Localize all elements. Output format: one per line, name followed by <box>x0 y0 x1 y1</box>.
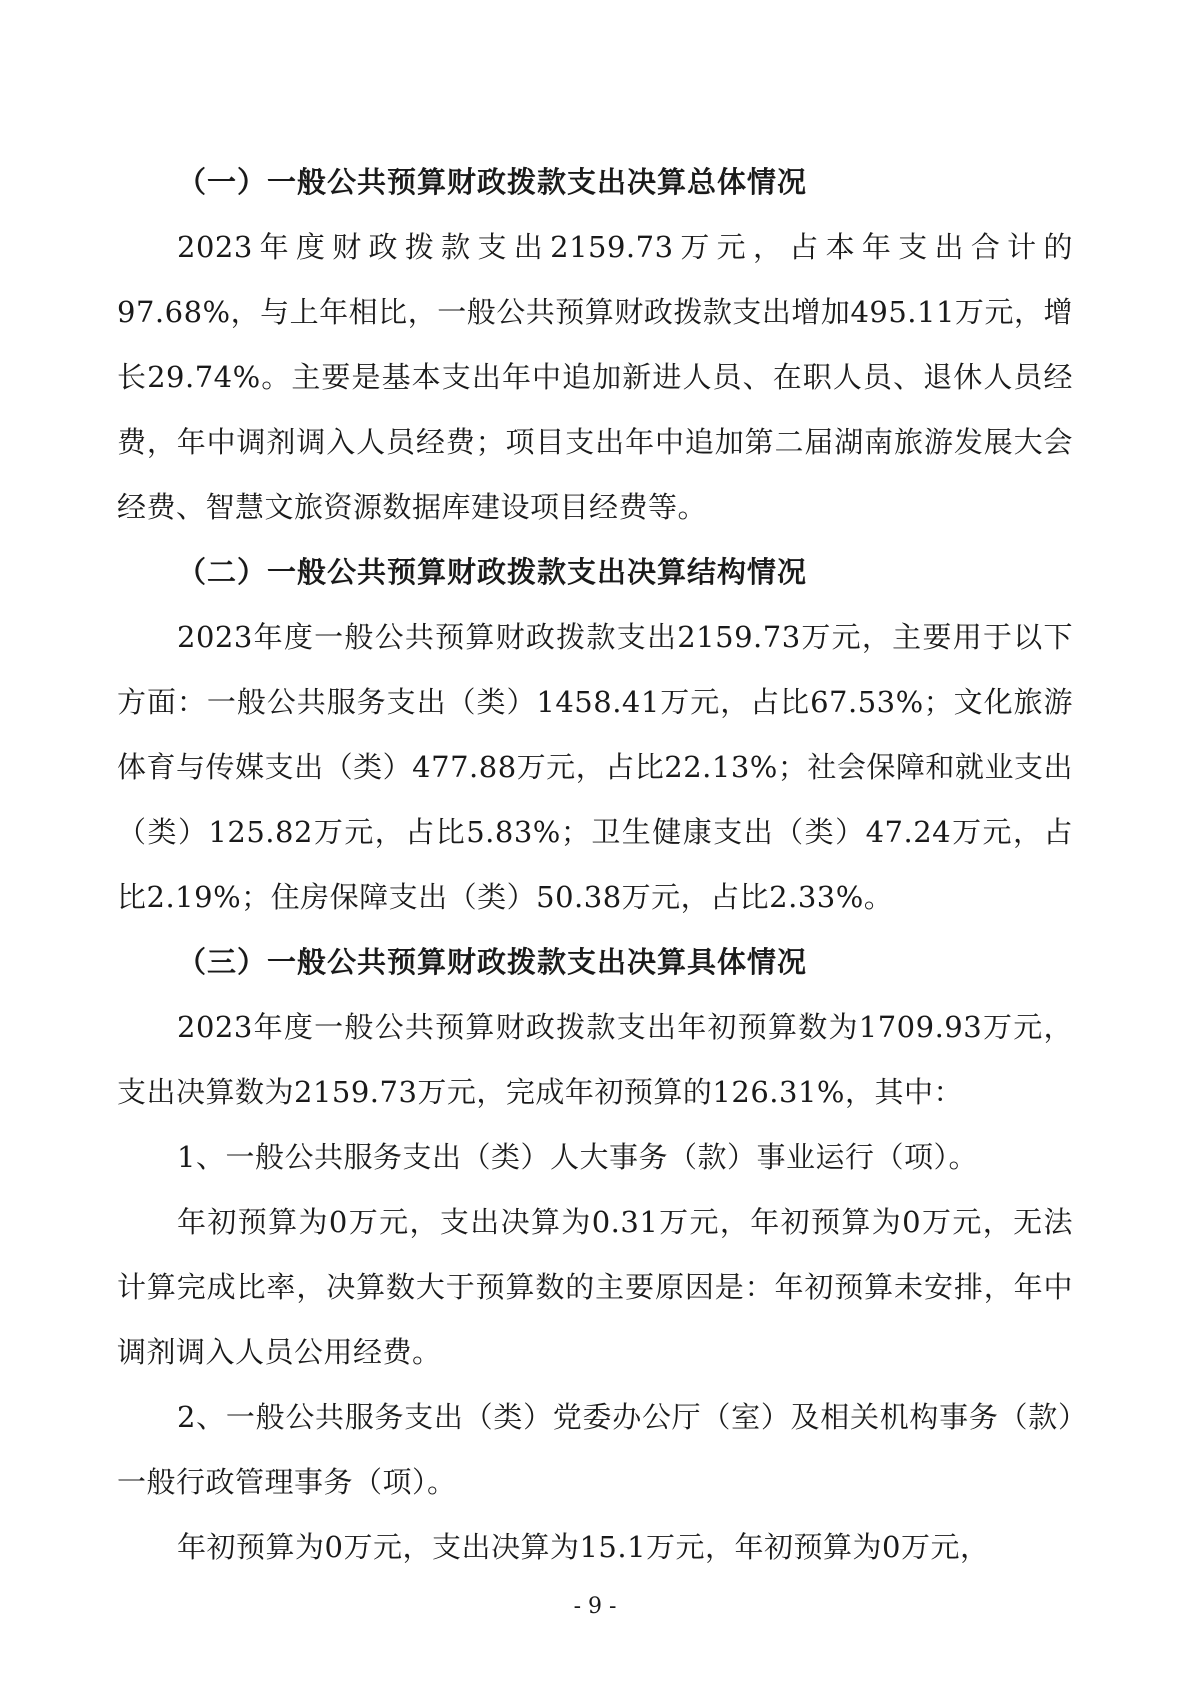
page-number: - 9 - <box>573 1594 617 1619</box>
paragraph-item-1-title: 1、一般公共服务支出（类）人大事务（款）事业运行（项）。 <box>177 1140 978 1174</box>
paragraph-item-2-body: 年初预算为0万元，支出决算为15.1万元，年初预算为0万元， <box>177 1530 990 1564</box>
paragraph-overall: 2023年度财政拨款支出2159.73万元，占本年支出合计的97.68%，与上年相比，一般公共预算财政拨款支出增加495.11万元，增长29.74%。主要是基本支出年中追加新进人员、在职人员、退休人员经费，年中调剂调入人员经费；项目支出年中追加第二届湖南旅游发展大会经费、智慧文旅资源数据库建设项目经费等。 <box>117 230 1073 524</box>
paragraph-item-2-title: 2、一般公共服务支出（类）党委办公厅（室）及相关机构事务（款）一般行政管理事务（项）。 <box>117 1400 1073 1499</box>
section-heading-details: （三）一般公共预算财政拨款支出决算具体情况 <box>177 945 808 979</box>
section-heading-overall: （一）一般公共预算财政拨款支出决算总体情况 <box>177 165 808 199</box>
section-heading-structure: （二）一般公共预算财政拨款支出决算结构情况 <box>177 555 808 589</box>
paragraph-details-summary: 2023年度一般公共预算财政拨款支出年初预算数为1709.93万元，支出决算数为2159.73万元，完成年初预算的126.31%，其中： <box>117 1010 1073 1109</box>
paragraph-structure: 2023年度一般公共预算财政拨款支出2159.73万元，主要用于以下方面：一般公共服务支出（类）1458.41万元，占比67.53%；文化旅游体育与传媒支出（类）477.88万元，占比22.13%；社会保障和就业支出（类）125.82万元，占比5.83%；卫生健康支出（类）47.24万元，占比2.19%；住房保障支出（类）50.38万元，占比2.33%。 <box>117 620 1073 914</box>
paragraph-item-1-body: 年初预算为0万元，支出决算为0.31万元，年初预算为0万元，无法计算完成比率，决算数大于预算数的主要原因是：年初预算未安排，年中调剂调入人员公用经费。 <box>117 1205 1073 1369</box>
document-body <box>117 150 1073 1580</box>
